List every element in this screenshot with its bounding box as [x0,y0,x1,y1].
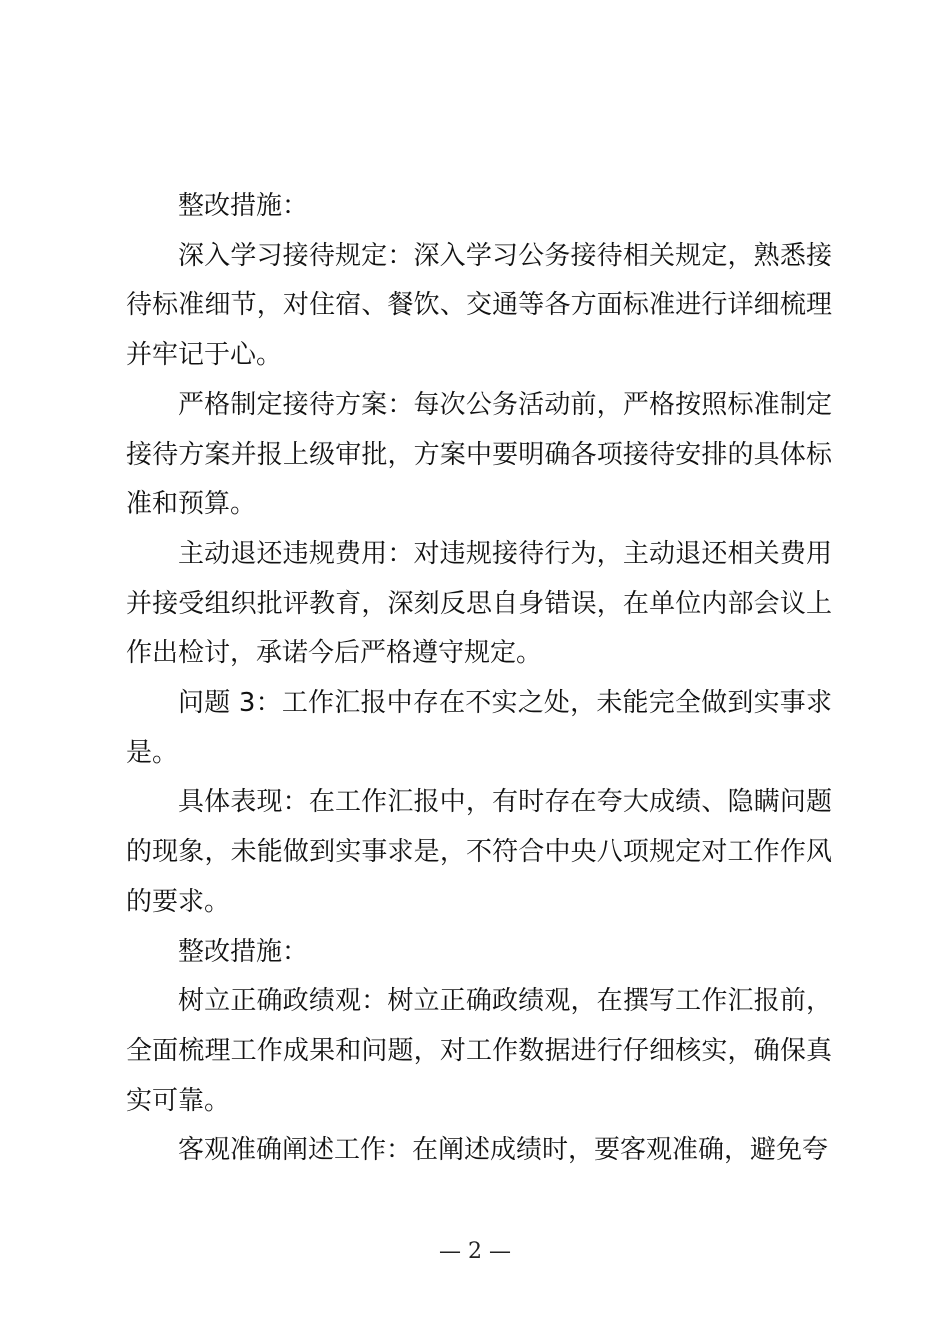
document-body [126,182,832,1176]
paragraph-rectification-heading-1: 整改措施： [178,191,309,221]
paragraph-specific-manifestation: 具体表现：在工作汇报中，有时存在夸大成绩、隐瞒问题的现象，未能做到实事求是，不符合中央八项规定对工作作风的要求。 [126,787,832,917]
paragraph-objective-statement: 客观准确阐述工作：在阐述成绩时，要客观准确，避免夸 [178,1135,829,1166]
paragraph-rectification-heading-2: 整改措施： [178,936,309,967]
paragraph-reception-plan: 严格制定接待方案：每次公务活动前，严格按照标准制定接待方案并报上级审批，方案中要明确各项接待安排的具体标准和预算。 [126,389,832,520]
paragraph-study-rules: 深入学习接待规定：深入学习公务接待相关规定，熟悉接待标准细节，对住宿、餐饮、交通等各方面标准进行详细梳理并牢记于心。 [126,240,832,371]
paragraph-performance-view: 树立正确政绩观：树立正确政绩观，在撰写工作汇报前，全面梳理工作成果和问题，对工作数据进行仔细核实，确保真实可靠。 [126,986,832,1116]
paragraph-refund-fees: 主动退还违规费用：对违规接待行为，主动退还相关费用并接受组织批评教育，深刻反思自身错误，在单位内部会议上作出检讨，承诺今后严格遵守规定。 [126,538,832,669]
paragraph-issue-3: 问题 3：工作汇报中存在不实之处，未能完全做到实事求是。 [126,688,832,768]
page-number-footer: — 2 — [439,1239,511,1264]
